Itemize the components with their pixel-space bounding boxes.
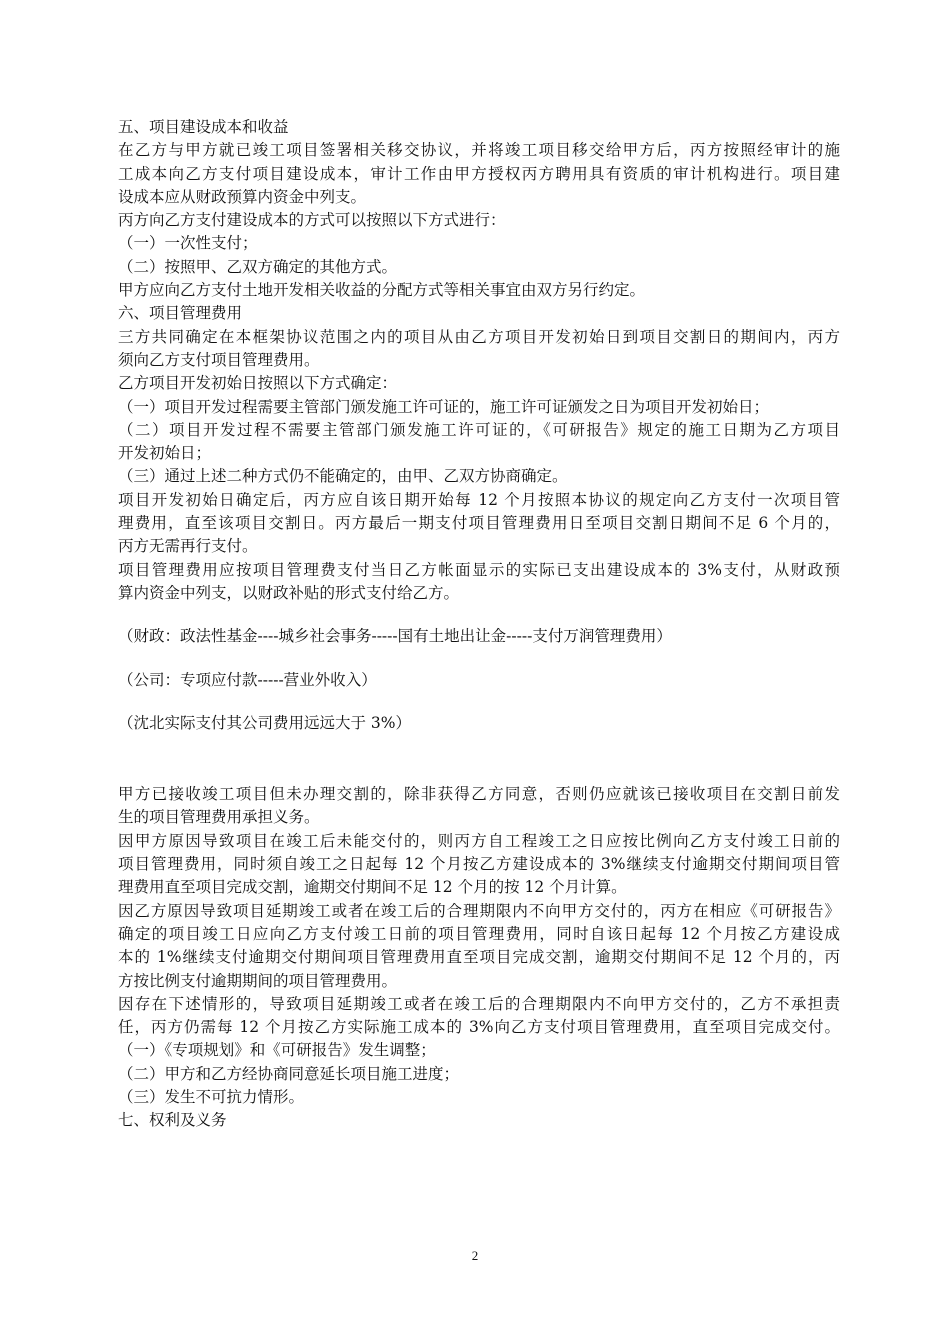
paragraph-line: 因甲方原因导致项目在竣工后未能交付的，则丙方自工程竣工之日应按比例向乙方支付竣工日前的 (118, 831, 840, 850)
list-item: （二）甲方和乙方经协商同意延长项目施工进度； (118, 1064, 460, 1083)
paragraph-line: 本的 1%继续支付逾期交付期间项目管理费用直至项目完成交割，逾期交付期间不足 12 个月的，丙 (118, 948, 840, 967)
spacer (118, 649, 840, 669)
paragraph-line: 三方共同确定在本框架协议范围之内的项目从由乙方项目开发初始日到项目交割日的期间内，丙方 (118, 327, 840, 346)
paragraph-line: 因存在下述情形的，导致项目延期竣工或者在竣工后的合理期限内不向甲方交付的，乙方不承担责 (118, 994, 840, 1013)
paragraph-line: 任，丙方仍需每 12 个月按乙方实际施工成本的 3%向乙方支付项目管理费用，直至项目完成交付。 (118, 1018, 840, 1037)
paragraph-line: 方按比例支付逾期期间的项目管理费用。 (118, 971, 398, 990)
list-item: （一）一次性支付； (118, 234, 258, 253)
annotation-note: （财政：政法性基金----城乡社会事务-----国有土地出让金-----支付万润管理费用） (118, 627, 672, 646)
list-item: （二）按照甲、乙双方确定的其他方式。 (118, 257, 398, 276)
list-item: （三）发生不可抗力情形。 (118, 1087, 305, 1106)
paragraph-line: 丙方无需再行支付。 (118, 537, 258, 556)
paragraph-line: 在乙方与甲方就已竣工项目签署相关移交协议，并将竣工项目移交给甲方后，丙方按照经审计的施 (118, 141, 840, 160)
paragraph-line: 甲方应向乙方支付土地开发相关收益的分配方式等相关事宜由双方另行约定。 (118, 281, 646, 300)
paragraph-line: 甲方已接收竣工项目但未办理交割的，除非获得乙方同意，否则仍应就该已接收项目在交割日前发 (118, 785, 840, 804)
list-item: （一）《专项规划》和《可研报告》发生调整； (118, 1041, 436, 1060)
paragraph-line: 须向乙方支付项目管理费用。 (118, 350, 320, 369)
paragraph-line: 丙方向乙方支付建设成本的方式可以按照以下方式进行： (118, 211, 506, 230)
paragraph-line: 因乙方原因导致项目延期竣工或者在竣工后的合理期限内不向甲方交付的，丙方在相应《可研报告》 (118, 901, 840, 920)
paragraph-line: 设成本应从财政预算内资金中列支。 (118, 187, 367, 206)
section-heading-7: 七、权利及义务 (118, 1111, 227, 1130)
section-heading-5: 五、项目建设成本和收益 (118, 118, 289, 136)
document-body (118, 116, 840, 1133)
list-item: （三）通过上述二种方式仍不能确定的，由甲、乙双方协商确定。 (118, 467, 568, 486)
paragraph-line: 项目管理费用应按项目管理费支付当日乙方帐面显示的实际已支出建设成本的 3%支付，从财政预 (118, 560, 840, 579)
annotation-note: （沈北实际支付其公司费用远远大于 3%） (118, 713, 412, 732)
list-item: （一）项目开发过程需要主管部门颁发施工许可证的，施工许可证颁发之日为项目开发初始日； (118, 397, 770, 416)
spacer (118, 605, 840, 625)
paragraph-line: 生的项目管理费用承担义务。 (118, 808, 320, 827)
paragraph-line: 乙方项目开发初始日按照以下方式确定： (118, 374, 398, 393)
paragraph-line: 算内资金中列支，以财政补贴的形式支付给乙方。 (118, 583, 460, 602)
spacer (118, 692, 840, 712)
paragraph-line: 工成本向乙方支付项目建设成本，审计工作由甲方授权丙方聘用具有资质的审计机构进行。项目建 (118, 164, 840, 183)
spacer (118, 735, 840, 783)
paragraph-line: 项目管理费用，同时须自竣工之日起每 12 个月按乙方建设成本的 3%继续支付逾期交付期间项目管 (118, 855, 840, 874)
paragraph-line: 理费用直至项目完成交割，逾期交付期间不足 12 个月的按 12 个月计算。 (118, 878, 627, 897)
section-heading-6: 六、项目管理费用 (118, 304, 243, 323)
paragraph-line: 项目开发初始日确定后，丙方应自该日期开始每 12 个月按照本协议的规定向乙方支付一次项目管 (118, 490, 840, 509)
list-item: 开发初始日； (118, 444, 212, 463)
page-number: 2 (471, 1248, 479, 1263)
annotation-note: （公司：专项应付款-----营业外收入） (118, 670, 377, 689)
paragraph-line: 确定的项目竣工日应向乙方支付竣工日前的项目管理费用，同时自该日起每 12 个月按乙方建设成 (118, 924, 840, 943)
list-item: （二）项目开发过程不需要主管部门颁发施工许可证的，《可研报告》规定的施工日期为乙方项目 (118, 420, 840, 439)
paragraph-line: 理费用，直至该项目交割日。丙方最后一期支付项目管理费用日至项目交割日期间不足 6 个月的， (118, 514, 840, 533)
